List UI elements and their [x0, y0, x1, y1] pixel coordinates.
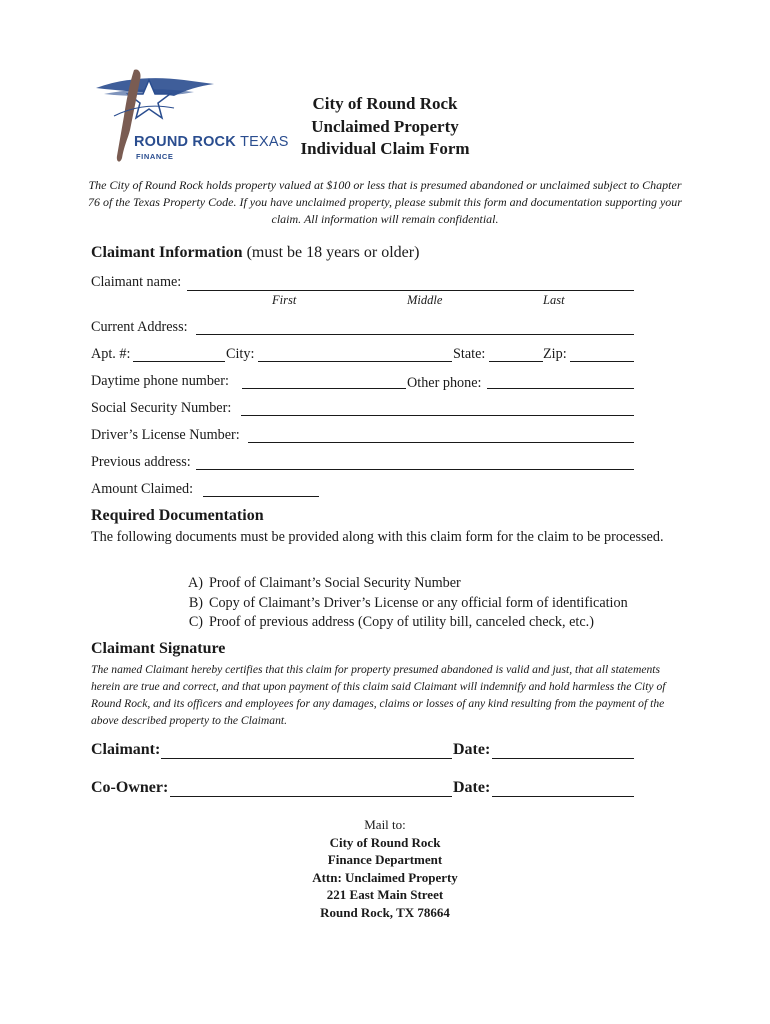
logo-name-light: TEXAS	[240, 134, 289, 150]
logo-wordmark	[134, 134, 289, 150]
amount-claimed-input[interactable]	[203, 496, 319, 497]
previous-address-input[interactable]	[196, 469, 634, 470]
coowner-signature-input[interactable]	[170, 796, 452, 797]
doc-item-c-text: Proof of previous address (Copy of utility bill, canceled check, etc.)	[209, 614, 594, 630]
name-first-label: First	[272, 293, 297, 307]
required-docs-heading: Required Documentation	[91, 507, 264, 524]
form-title	[280, 93, 490, 161]
previous-address-label: Previous address:	[91, 454, 191, 470]
drivers-license-input[interactable]	[248, 442, 634, 443]
mail-line-1: City of Round Rock	[329, 834, 441, 850]
mail-line-4: 221 East Main Street	[326, 887, 444, 903]
doc-item-c	[181, 613, 628, 633]
claimant-info-heading	[91, 244, 419, 262]
doc-item-a-text: Proof of Claimant’s Social Security Number	[209, 575, 461, 591]
mail-to-block	[285, 816, 485, 922]
round-rock-logo	[94, 66, 289, 176]
zip-input[interactable]	[570, 361, 634, 362]
claimant-name-label: Claimant name:	[91, 274, 182, 290]
doc-item-b	[181, 594, 628, 614]
title-line-3: Individual Claim Form	[300, 139, 470, 158]
mail-line-2: Finance Department	[327, 852, 443, 868]
claimant-signature-input[interactable]	[161, 758, 452, 759]
required-docs-text: The following documents must be provided along with this claim form for the claim to be processed.	[91, 529, 664, 545]
coowner-signature-label: Co-Owner:	[91, 779, 169, 796]
claimant-info-note: (must be 18 years or older)	[246, 244, 420, 261]
signature-certification-text: The named Claimant hereby certifies that this claim for property presumed abandoned is valid and just, that all statements herein are true and correct, and that upon payment of this claim said Claimant will indemnify and hold harmless the City of Round Rock, and its officers and employees for any damages, claims or losses of any kind resulting from the payment of the above described property to the Claimant.	[91, 663, 666, 727]
claimant-signature-label: Claimant:	[91, 741, 161, 758]
required-docs-list	[181, 574, 628, 633]
claimant-info-title: Claimant Information	[91, 244, 243, 261]
ssn-label: Social Security Number:	[91, 400, 232, 416]
logo-name-bold: ROUND ROCK	[134, 134, 236, 150]
mail-to-label: Mail to:	[364, 817, 406, 832]
intro-paragraph: The City of Round Rock holds property valued at $100 or less that is presumed abandoned or unclaimed subject to Chapter 76 of the Texas Property Code. If you have unclaimed property, please submit this form and documentation supporting your claim. All information will remain confidential.	[88, 178, 682, 226]
amount-claimed-label: Amount Claimed:	[91, 481, 194, 497]
state-input[interactable]	[489, 361, 543, 362]
doc-item-a-mark: A)	[188, 575, 203, 591]
zip-label: Zip:	[543, 346, 567, 362]
other-phone-label: Other phone:	[407, 375, 482, 391]
claimant-date-label: Date:	[453, 741, 491, 758]
title-line-2: Unclaimed Property	[311, 116, 459, 136]
ssn-input[interactable]	[241, 415, 634, 416]
logo-department: FINANCE	[136, 152, 174, 161]
name-middle-label: Middle	[407, 293, 443, 307]
city-label: City:	[226, 346, 255, 362]
star-swoosh-icon	[94, 66, 284, 176]
city-input[interactable]	[258, 361, 452, 362]
name-last-label: Last	[543, 293, 565, 307]
apt-label: Apt. #:	[91, 346, 131, 362]
apt-input[interactable]	[133, 361, 225, 362]
signature-heading: Claimant Signature	[91, 640, 226, 657]
drivers-license-label: Driver’s License Number:	[91, 427, 240, 443]
claimant-date-input[interactable]	[492, 758, 634, 759]
current-address-label: Current Address:	[91, 319, 188, 335]
mail-line-5: Round Rock, TX 78664	[320, 904, 450, 920]
state-label: State:	[453, 346, 486, 362]
other-phone-input[interactable]	[487, 388, 634, 389]
claimant-name-input[interactable]	[187, 290, 634, 291]
coowner-date-input[interactable]	[492, 796, 634, 797]
doc-item-c-mark: C)	[188, 614, 203, 630]
daytime-phone-input[interactable]	[242, 388, 406, 389]
doc-item-b-mark: B)	[188, 594, 203, 611]
coowner-date-label: Date:	[453, 779, 491, 796]
daytime-phone-label: Daytime phone number:	[91, 373, 229, 389]
title-line-1: City of Round Rock	[312, 94, 458, 113]
doc-item-b-text: Copy of Claimant’s Driver’s License or any official form of identification	[209, 594, 628, 611]
current-address-input[interactable]	[196, 334, 634, 335]
mail-line-3: Attn: Unclaimed Property	[312, 869, 458, 885]
doc-item-a	[181, 574, 628, 594]
